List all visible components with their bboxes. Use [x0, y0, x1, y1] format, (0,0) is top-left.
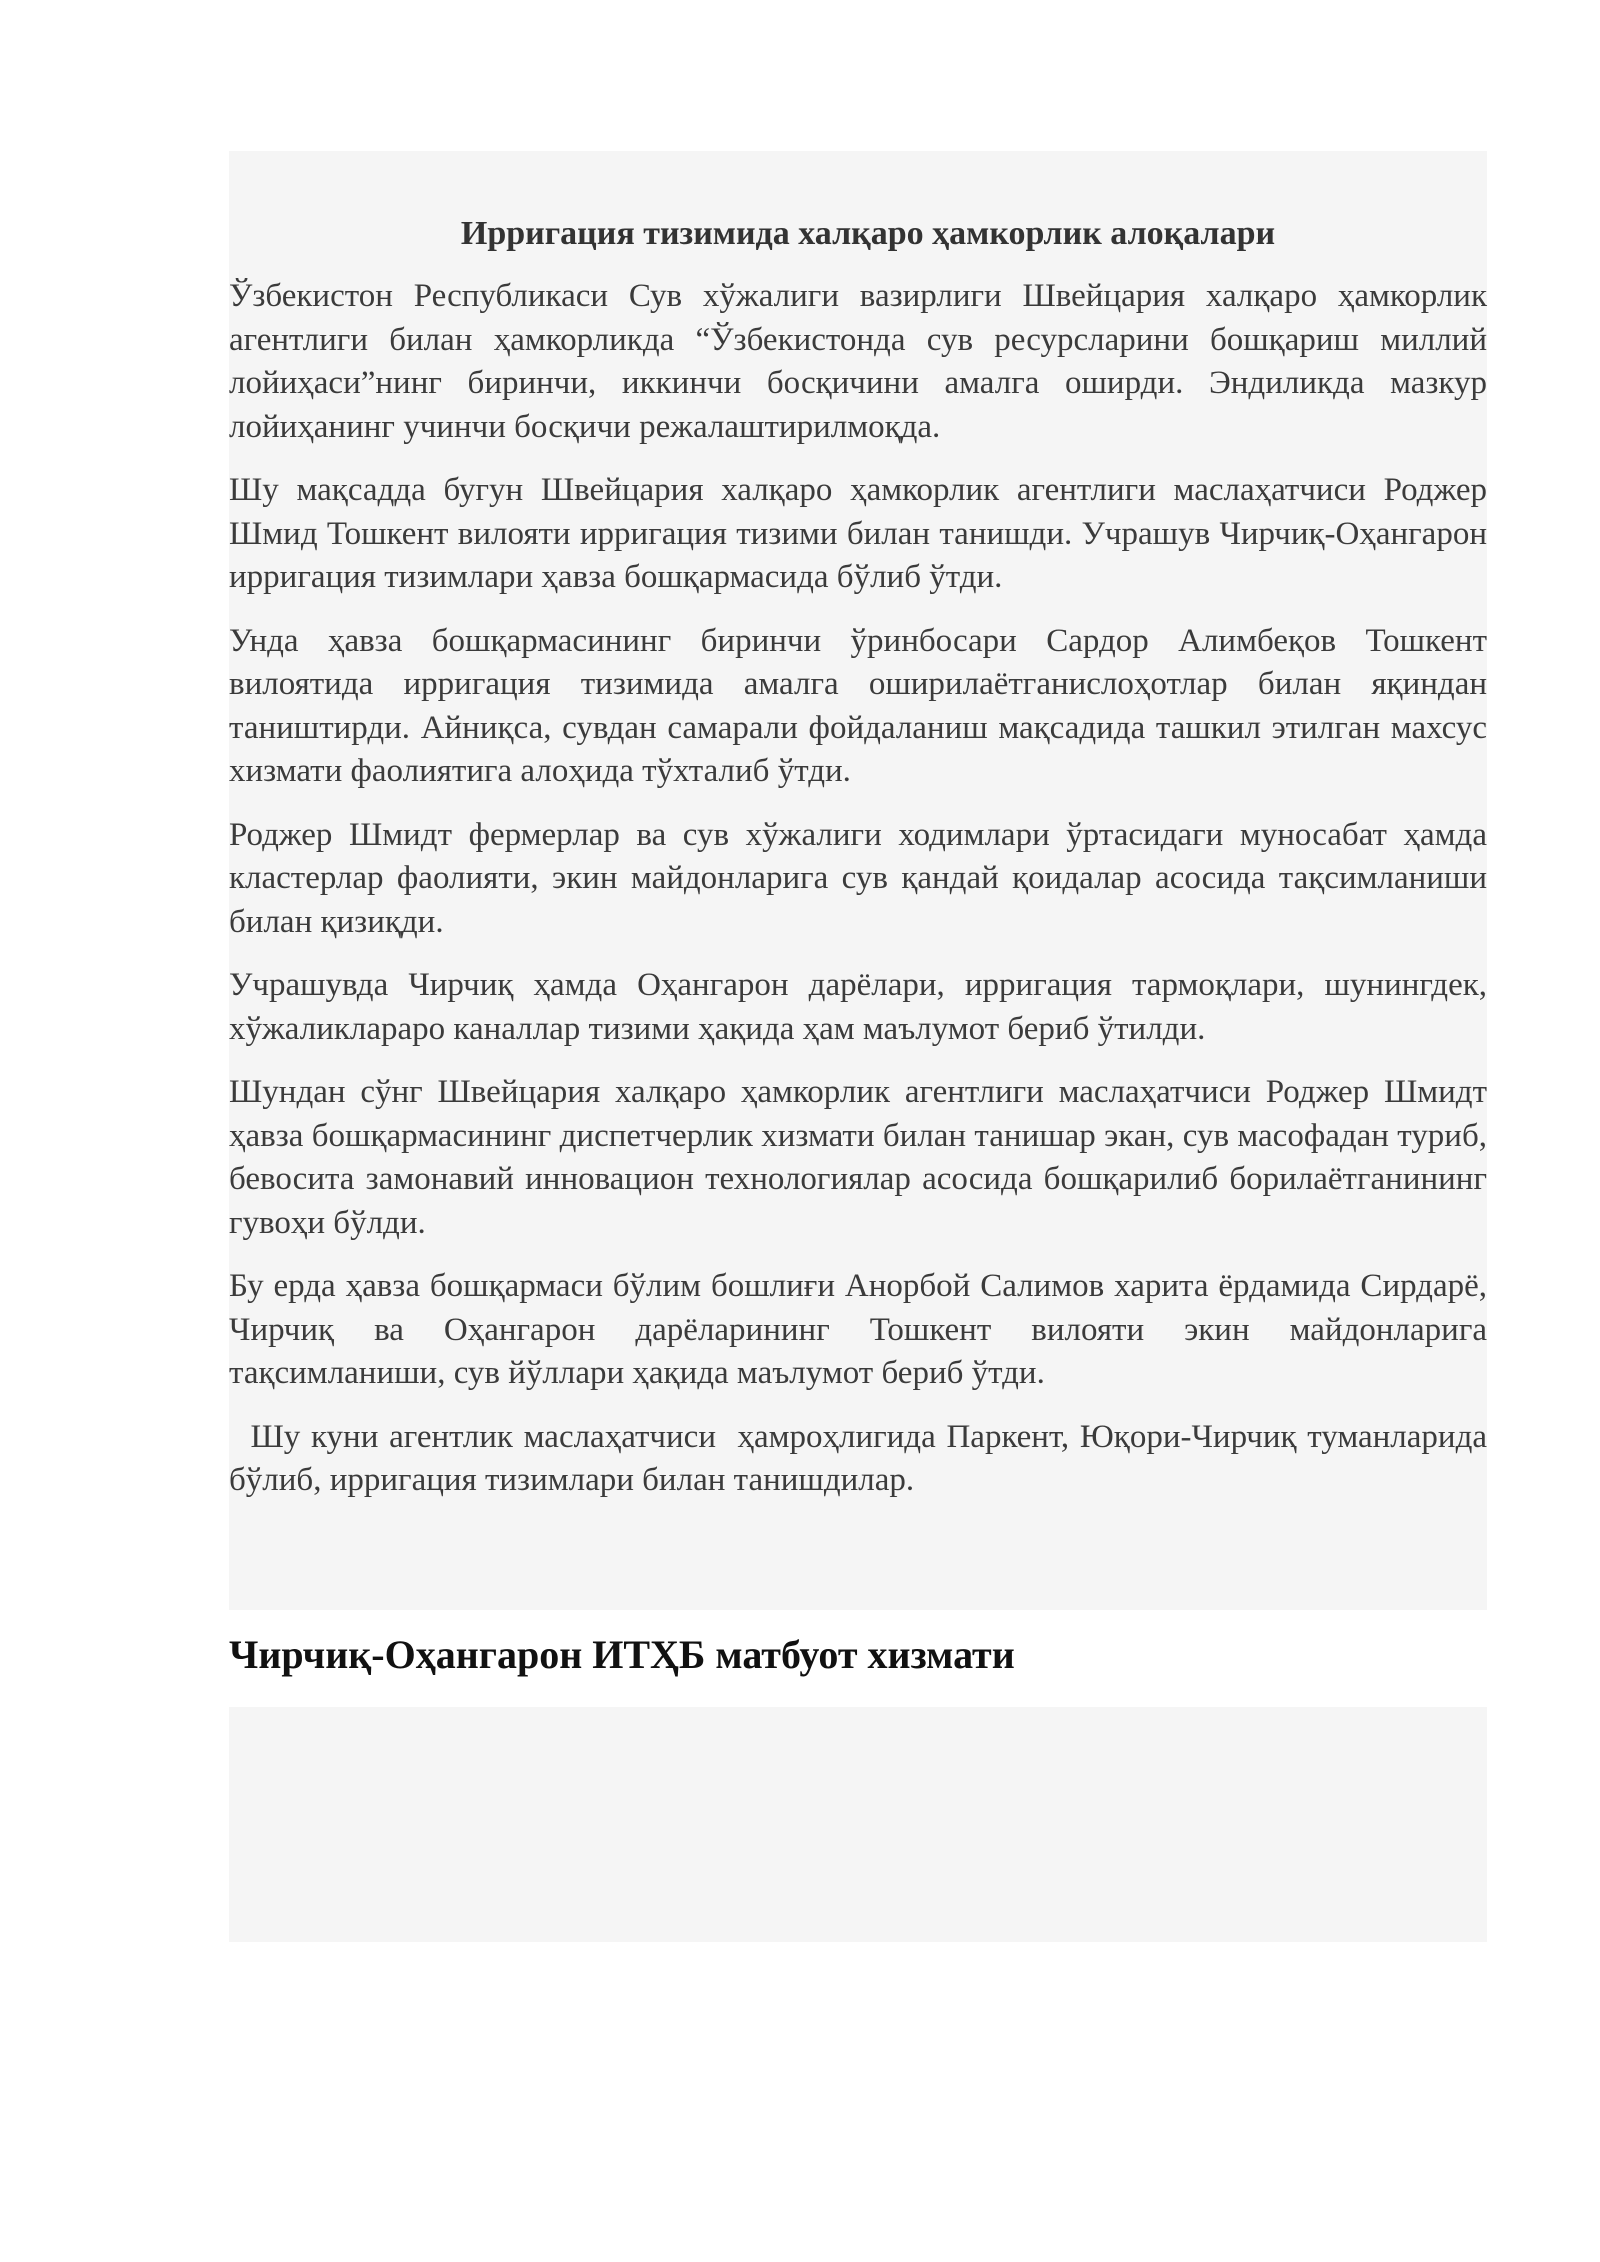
article-paragraph-4: Роджер Шмидт фермерлар ва сув хўжалиги ходимлари ўртасидаги муносабат ҳамда кластерлар фаолияти, экин майдонларига сув қандай қоидалар асосида тақсимланиши билан қизиқди.	[229, 816, 1487, 940]
article-title: Ирригация тизимида халқаро ҳамкорлик алоқалари	[460, 215, 1276, 252]
article-paragraph-5: Учрашувда Чирчиқ ҳамда Оҳангарон дарёлари, ирригация тармоқлари, шунингдек, хўжаликлараро каналлар тизими ҳақида ҳам маълумот бериб ўтилди.	[229, 967, 1487, 1047]
article-paragraph-7: Бу ерда ҳавза бошқармаси бўлим бошлиғи Анорбой Салимов харита ёрдамида Сирдарё, Чирчиқ ва Оҳангарон дарёларининг Тошкент вилояти экин майдонларига тақсимланиши, сув йўллари ҳақида маълумот бериб ўтди.	[229, 1268, 1487, 1391]
press-service-signature: Чирчиқ-Оҳангарон ИТҲБ матбуот хизмати	[229, 1632, 1015, 1677]
article-paragraph-6: Шундан сўнг Швейцария халқаро ҳамкорлик агентлиги маслаҳатчиси Роджер Шмидт ҳавза бошқармасининг диспетчерлик хизмати билан танишар экан, сув масофадан туриб, бевосита замонавий инновацион технологиялар асосида бошқарилиб борилаётганининг гувоҳи бўлди.	[229, 1074, 1487, 1241]
article-paragraph-8: Шу куни агентлик маслаҳатчиси ҳамроҳлигида Паркент, Юқори-Чирчиқ туманларида бўлиб, ирригация тизимлари билан танишдилар.	[229, 1418, 1496, 1498]
empty-content-box	[229, 1707, 1487, 1942]
article-paragraph-3: Унда ҳавза бошқармасининг биринчи ўринбосари Сардор Алимбеқов Тошкент вилоятида ирригация тизимида амалга оширилаётганислоҳотлар билан яқиндан таништирди. Айниқса, сувдан самарали фойдаланиш мақсадида ташкил этилган махсус хизмати фаолиятига алоҳида тўхталиб ўтди.	[229, 622, 1487, 789]
article-paragraph-1: Ўзбекистон Республикаси Сув хўжалиги вазирлиги Швейцария халқаро ҳамкорлик агентлиги билан ҳамкорликда “Ўзбекистонда сув ресурсларини бошқариш миллий лойиҳаси”нинг биринчи, иккинчи босқичини амалга оширди. Эндиликда мазкур лойиҳанинг учинчи босқичи режалаштирилмоқда.	[229, 278, 1487, 445]
article-box	[229, 151, 1496, 1610]
article-paragraph-2: Шу мақсадда бугун Швейцария халқаро ҳамкорлик агентлиги маслаҳатчиси Роджер Шмид Тошкент вилояти ирригация тизими билан танишди. Учрашув Чирчиқ-Оҳангарон ирригация тизимлари ҳавза бошқармасида бўлиб ўтди.	[229, 472, 1487, 595]
